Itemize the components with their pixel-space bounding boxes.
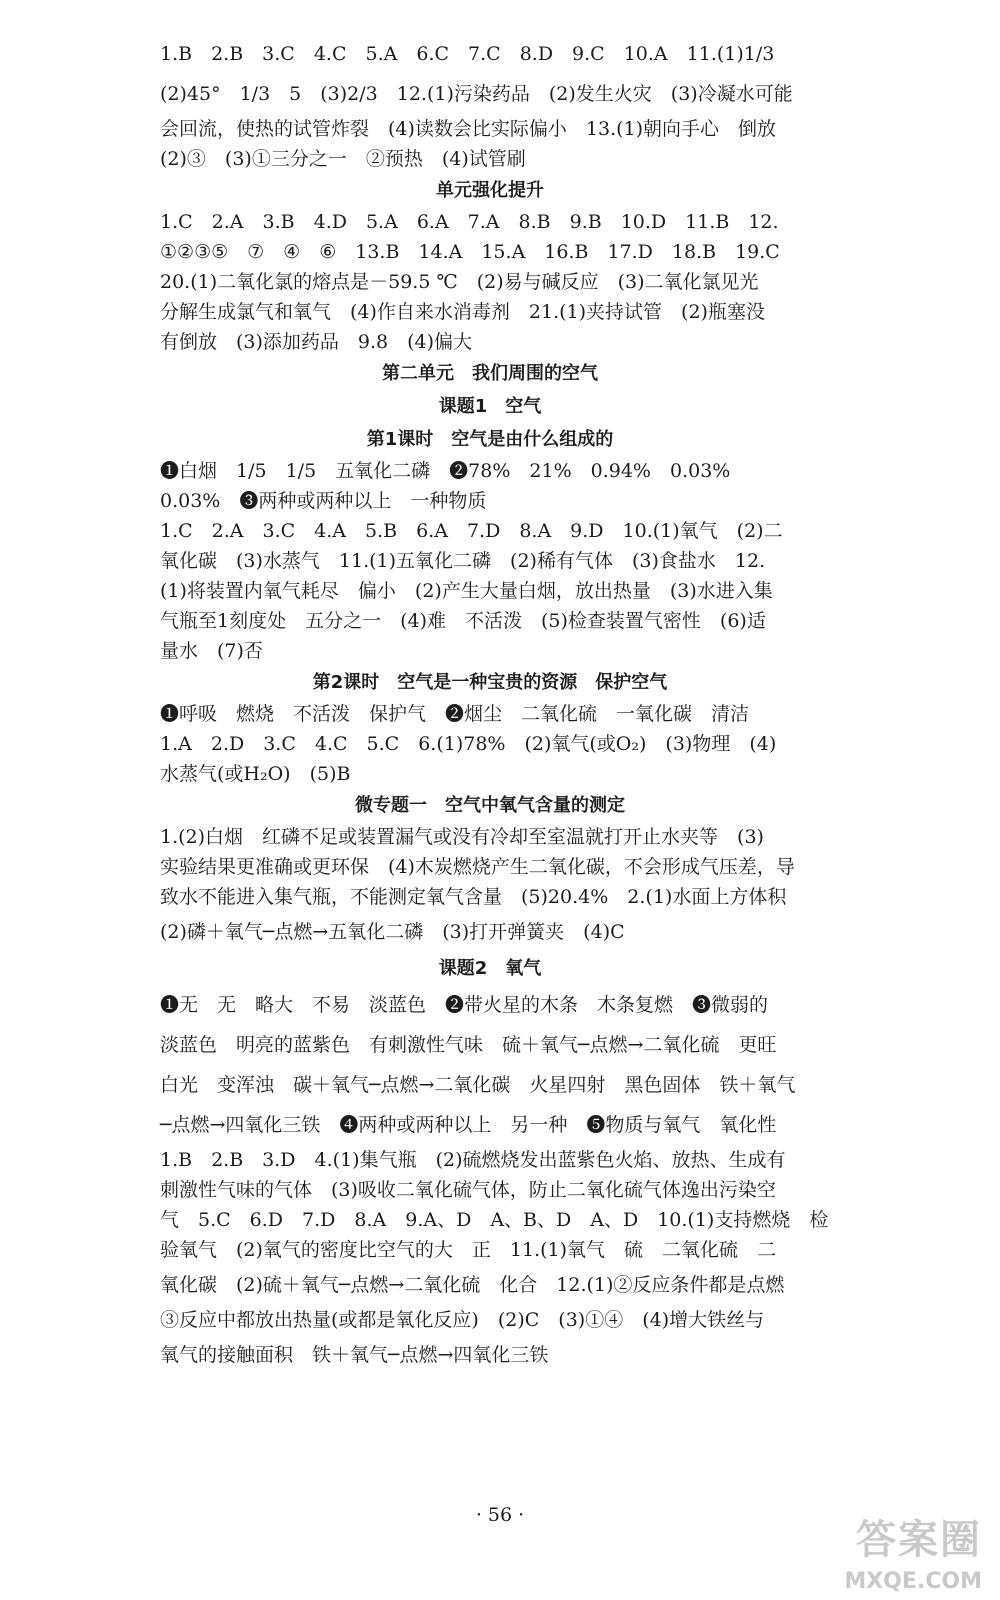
lesson-heading: 第2课时 空气是一种宝贵的资源 保护空气: [312, 672, 668, 693]
section-heading: 单元强化提升: [436, 180, 544, 201]
answer-line: 气瓶至1刻度处 五分之一 (4)难 不活泼 (5)检查装置气密性 (6)适: [160, 610, 766, 632]
answer-line: 氧化碳 (2)硫＋氧气─点燃→二氧化硫 化合 12.(1)②反应条件都是点燃: [160, 1274, 785, 1296]
answer-line: 1.(2)白烟 红磷不足或装置漏气或没有冷却至室温就打开止水夹等 (3): [160, 826, 764, 848]
watermark-url: MXQE.COM: [844, 1569, 982, 1594]
special-topic-heading: 微专题一 空气中氧气含量的测定: [355, 795, 625, 816]
unit-heading: 第二单元 我们周围的空气: [382, 363, 598, 384]
topic-heading: 课题2 氧气: [438, 958, 542, 979]
answer-line: 1.B 2.B 3.D 4.(1)集气瓶 (2)硫燃烧发出蓝紫色火焰、放热、生成有: [160, 1149, 786, 1171]
answer-line: 气 5.C 6.D 7.D 8.A 9.A、D A、B、D A、D 10.(1)支持燃烧 检: [160, 1209, 829, 1231]
topic-heading: 课题1 空气: [438, 396, 542, 417]
answer-line: (2)③ (3)①三分之一 ②预热 (4)试管刷: [160, 148, 526, 170]
page-number: · 56 ·: [475, 1504, 525, 1526]
answer-line: 实验结果更准确或更环保 (4)木炭燃烧产生二氧化碳，不会形成气压差，导: [160, 856, 795, 878]
answer-line: 量水 (7)否: [160, 640, 263, 662]
answer-line: (2)45° 1/3 5 (3)2/3 12.(1)污染药品 (2)发生火灾 (3)冷凝水可能: [160, 83, 793, 105]
answer-line: ─点燃→四氧化三铁 ❹两种或两种以上 另一种 ❺物质与氧气 氧化性: [160, 1114, 777, 1136]
answer-line: 1.B 2.B 3.C 4.C 5.A 6.C 7.C 8.D 9.C 10.A 11.(1)1/3: [160, 43, 775, 65]
answer-line: 刺激性气味的气体 (3)吸收二氧化硫气体，防止二氧化硫气体逸出污染空: [160, 1179, 776, 1201]
answer-line: 分解生成氯气和氧气 (4)作自来水消毒剂 21.(1)夹持试管 (2)瓶塞没: [160, 301, 765, 323]
answer-line: (2)磷＋氧气─点燃→五氧化二磷 (3)打开弹簧夹 (4)C: [160, 921, 625, 943]
answer-page: [160, 34, 829, 1375]
answer-line: 水蒸气(或H₂O) (5)B: [160, 763, 351, 785]
answer-line: 白光 变浑浊 碳＋氧气─点燃→二氧化碳 火星四射 黑色固体 铁＋氧气: [160, 1074, 796, 1096]
answer-line: ❶白烟 1/5 1/5 五氧化二磷 ❷78% 21% 0.94% 0.03%: [160, 460, 731, 482]
answer-line: 氧化碳 (3)水蒸气 11.(1)五氧化二磷 (2)稀有气体 (3)食盐水 12.: [160, 550, 766, 572]
answer-line: ①②③⑤ ⑦ ④ ⑥ 13.B 14.A 15.A 16.B 17.D 18.B 19.C: [160, 241, 780, 263]
answer-line: 有倒放 (3)添加药品 9.8 (4)偏大: [160, 331, 473, 353]
answer-line: 致水不能进入集气瓶，不能测定氧气含量 (5)20.4% 2.(1)水面上方体积: [160, 886, 787, 908]
answer-line: 会回流，使热的试管炸裂 (4)读数会比实际偏小 13.(1)朝向手心 倒放: [160, 118, 777, 140]
site-watermark: [780, 1508, 990, 1596]
watermark-logo-text: 答案圈: [856, 1517, 982, 1563]
answer-line: 1.C 2.A 3.B 4.D 5.A 6.A 7.A 8.B 9.B 10.D 11.B 12.: [160, 211, 779, 233]
answer-line: ❶无 无 略大 不易 淡蓝色 ❷带火星的木条 木条复燃 ❸微弱的: [160, 994, 769, 1016]
answer-line: ③反应中都放出热量(或都是氧化反应) (2)C (3)①④ (4)增大铁丝与: [160, 1309, 765, 1331]
answer-line: 1.C 2.A 3.C 4.A 5.B 6.A 7.D 8.A 9.D 10.(1)氧气 (2)二: [160, 520, 783, 542]
lesson-heading: 第1课时 空气是由什么组成的: [366, 429, 614, 450]
answer-line: 淡蓝色 明亮的蓝紫色 有刺激性气味 硫＋氧气─点燃→二氧化硫 更旺: [160, 1034, 777, 1056]
answer-line: 氧气的接触面积 铁＋氧气─点燃→四氧化三铁: [160, 1344, 549, 1366]
answer-line: 20.(1)二氧化氯的熔点是－59.5 ℃ (2)易与碱反应 (3)二氧化氯见光: [160, 271, 759, 293]
answer-line: (1)将装置内氧气耗尽 偏小 (2)产生大量白烟，放出热量 (3)水进入集: [160, 580, 773, 602]
answer-line: ❶呼吸 燃烧 不活泼 保护气 ❷烟尘 二氧化硫 一氧化碳 清洁: [160, 703, 750, 725]
answer-line: 0.03% ❸两种或两种以上 一种物质: [160, 490, 487, 512]
answer-line: 验氧气 (2)氧气的密度比空气的大 正 11.(1)氧气 硫 二氧化硫 二: [160, 1239, 777, 1261]
answer-line: 1.A 2.D 3.C 4.C 5.C 6.(1)78% (2)氧气(或O₂) (3)物理 (4): [160, 733, 777, 755]
